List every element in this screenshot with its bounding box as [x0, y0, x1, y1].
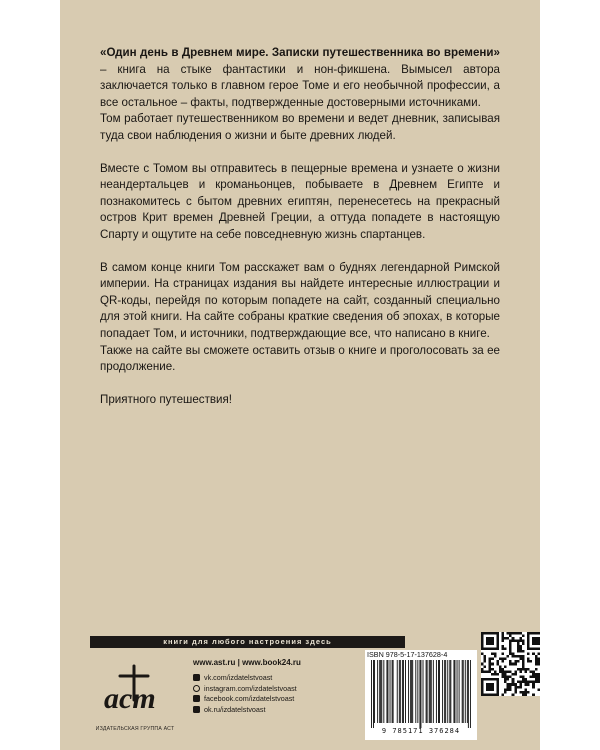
qr-code-icon[interactable] — [481, 632, 540, 696]
vk-icon — [193, 674, 200, 681]
imprint-label: ИЗДАТЕЛЬСКАЯ ГРУППА АСТ — [95, 726, 175, 732]
social-link-instagram[interactable] — [193, 684, 297, 695]
book-title: «Один день в Древнем мире. Записки путешественника во времени» — [100, 46, 500, 59]
ok-icon — [193, 706, 200, 713]
paragraph-rome: В самом конце книги Том расскажет вам о буднях легендарной Римской империи. На страницах издания вы найдете интересные иллюстрации и QR-коды, перейдя по которым попадете на сайт, созданный специально для этой книги. На сайте собраны краткие сведения об эпохах, в которые попадает Том, и источники, подтверждающие все, что написано в книге. — [100, 260, 500, 340]
social-link-facebook[interactable] — [193, 694, 297, 705]
isbn-label: ISBN 978-5-17-137628-4 — [367, 650, 448, 659]
social-link-text: vk.com/izdatelstvoast — [204, 673, 273, 682]
social-link-text: ok.ru/izdatelstvoast — [204, 704, 266, 714]
paragraph-diary: Том работает путешественником во времени и ведет дневник, записывая туда свои наблюдения о жизни и быте древних людей. — [100, 112, 500, 142]
instagram-icon — [193, 685, 200, 692]
social-link-ok[interactable] — [193, 705, 297, 716]
barcode-number: 9 785171 376284 — [381, 727, 461, 735]
logo-text: аст — [104, 682, 156, 715]
back-cover — [60, 0, 540, 750]
social-link-text: facebook.com/izdatelstvoast — [204, 694, 295, 703]
barcode-icon — [371, 660, 471, 728]
intro-text: – книга на стыке фантастики и нон-фикшена. Вымысел автора заключается только в главном герое Томе и его необычной профессии, а все остальное – факты, подтвержденные достоверными источниками. — [100, 62, 500, 109]
paragraph-journey: Вместе с Томом вы отправитесь в пещерные времена и узнаете о жизни неандертальцев и кроманьонцев, побываете в Древнем Египте и познакомитесь с бытом древних египтян, перенесетесь на прекрасный остров Крит времен Древней Греции, а оттуда попадете в настоящую Спарту и ощутите на себе повседневную жизнь спартанцев. — [100, 161, 500, 241]
paragraph-feedback: Также на сайте вы сможете оставить отзыв о книге и проголосовать за ее продолжение. — [100, 343, 500, 374]
social-links — [193, 673, 297, 715]
website-links[interactable]: www.ast.ru | www.book24.ru — [193, 658, 301, 667]
publisher-footer — [90, 628, 520, 746]
paragraph-farewell: Приятного путешествия! — [100, 392, 233, 406]
paragraph-intro — [100, 45, 500, 111]
facebook-icon — [193, 695, 200, 702]
slogan-banner: книги для любого настроения здесь — [90, 636, 405, 648]
social-link-vk[interactable] — [193, 673, 297, 684]
book-description — [100, 45, 500, 408]
barcode-panel — [365, 650, 477, 740]
ast-logo-icon — [90, 656, 170, 726]
social-link-text: instagram.com/izdatelstvoast — [204, 683, 297, 693]
